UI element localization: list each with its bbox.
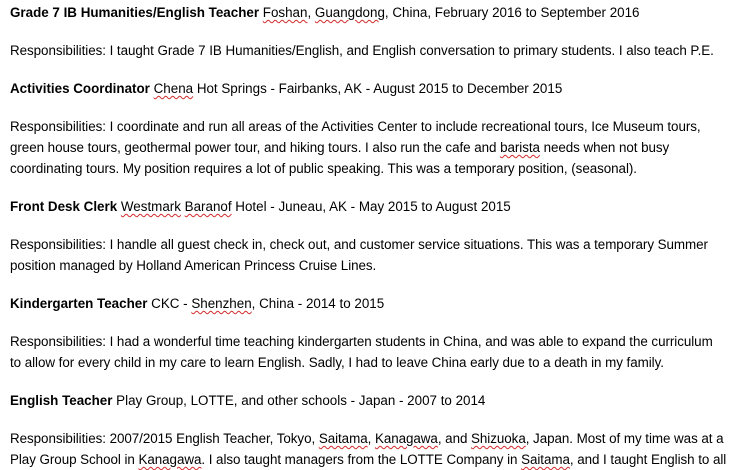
spelling-flag: Saitama: [318, 431, 368, 446]
job-title: English Teacher: [10, 393, 113, 408]
job-title: Kindergarten Teacher: [10, 296, 148, 311]
job-responsibilities: Responsibilities: 2007/2015 English Teacher, Tokyo, Saitama, Kanagawa, and Shizuoka, Japan. Most of my time was at a Play Group School in Kanagawa. I also taught managers from the LOTTE Company in Saitama, and I taught English to all: [10, 431, 727, 467]
job-title: Grade 7 IB Humanities/English Teacher: [10, 5, 260, 20]
spelling-flag: Shizuoka: [471, 431, 526, 446]
spelling-flag: Saitama: [521, 452, 570, 467]
spelling-flag: barista: [500, 140, 540, 155]
job-heading: [10, 4, 746, 22]
job-meta: CKC - Shenzhen, China - 2014 to 2015: [147, 296, 385, 311]
job-title: Front Desk Clerk: [10, 199, 118, 214]
job-entry: [10, 392, 746, 470]
job-entry: [10, 80, 746, 198]
job-entry: [10, 4, 746, 80]
spelling-flag: Guangdong: [314, 5, 385, 20]
job-heading: [10, 80, 746, 98]
job-meta: Westmark Baranof Hotel - Juneau, AK - May 2015 to August 2015: [120, 199, 511, 214]
job-responsibilities: Responsibilities: I had a wonderful time teaching kindergarten students in China, and was able to expand the curriculum to allow for every child in my care to learn English. Sadly, I had to leave China early due to a death in my family.: [10, 334, 713, 370]
job-meta: Foshan, Guangdong, China, February 2016 to September 2016: [262, 5, 640, 20]
spelling-flag: Baranof: [184, 199, 232, 214]
job-entry: [10, 198, 746, 295]
job-title: Activities Coordinator: [10, 81, 150, 96]
job-responsibilities: Responsibilities: I taught Grade 7 IB Humanities/English, and English conversation to primary students. I also teach P.E.: [10, 43, 714, 58]
job-heading: [10, 295, 746, 313]
spelling-flag: Chena: [153, 81, 194, 96]
job-responsibilities: Responsibilities: I handle all guest check in, check out, and customer service situations. This was a temporary Summer position managed by Holland American Princess Cruise Lines.: [10, 237, 708, 273]
job-heading: [10, 392, 746, 410]
spelling-flag: Shenzhen: [191, 296, 252, 311]
job-meta: Play Group, LOTTE, and other schools - Japan - 2007 to 2014: [112, 393, 486, 408]
job-meta: Chena Hot Springs - Fairbanks, AK - August 2015 to December 2015: [153, 81, 563, 96]
spelling-flag: Foshan: [262, 5, 308, 20]
job-heading: [10, 198, 746, 216]
spelling-flag: Kanagawa: [374, 431, 438, 446]
spelling-flag: Westmark: [120, 199, 181, 214]
job-entry: [10, 295, 746, 392]
spelling-flag: Kanagawa: [138, 452, 202, 467]
job-responsibilities: Responsibilities: I coordinate and run all areas of the Activities Center to include recreational tours, Ice Museum tours, green house tours, geothermal power tour, and hiking tours. I also run the cafe and barista needs when not busy coordinating tours. My position requires a lot of public speaking. This was a temporary position, (seasonal).: [10, 119, 701, 176]
resume-document: [10, 4, 746, 470]
